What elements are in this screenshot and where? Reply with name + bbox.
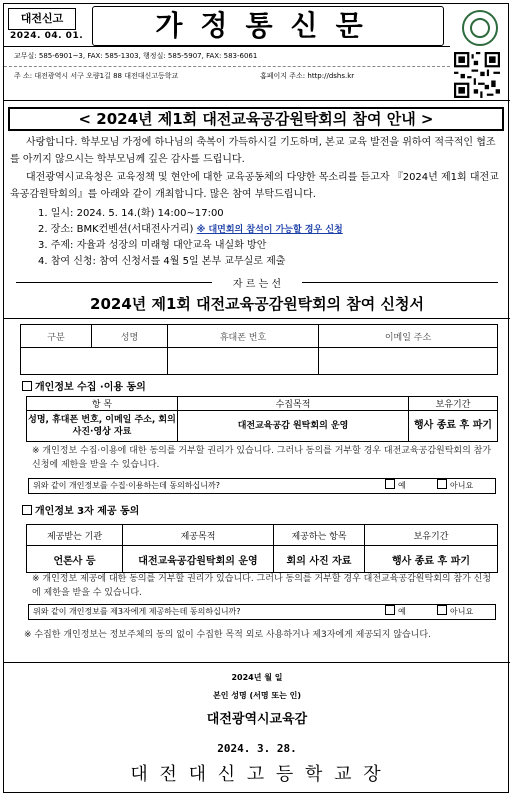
consent-note-1: ※ 개인정보 수집·이용에 대한 동의를 거부할 권리가 있습니다. 그러나 동의를 거부할 경우 대전교육공감원탁회의 참가 신청에 제한을 받을 수 있습니다. (32, 446, 492, 470)
contact-address-line: 주 소: 대전광역시 서구 오량1길 88 대전대신고등학교 (14, 72, 179, 80)
school-seal-icon (462, 10, 498, 46)
notice-item-date: 1. 일시: 2024. 5. 14.(화) 14:00~17:00 (38, 208, 224, 219)
cell-provide-item: 회의 사진 자료 (274, 546, 365, 573)
cell-item: 성명, 휴대폰 번호, 이메일 주소, 회의 사진·영상 자료 (27, 411, 178, 442)
cell-provide-retention: 행사 종료 후 파기 (365, 546, 498, 573)
consent-1-no-checkbox[interactable]: 아니요 (437, 479, 473, 493)
consent-note-2: ※ 개인정보 제공에 대한 동의를 거부할 권리가 있습니다. 그러나 동의를 거부할 경우 대전교육공감원탁회의 참가 신청에 제한을 받을 수 있습니다. (32, 574, 492, 598)
notice-item-application: 4. 참여 신청: 참여 신청서를 4월 5일 본부 교무실로 제출 (38, 256, 286, 267)
footer-school-name: 대 전 대 신 고 등 학 교 장 (130, 764, 384, 785)
homepage-line: 홈페이지 주소: http://dshs.kr (260, 72, 355, 80)
consent-2-yes-checkbox[interactable]: 예 (385, 605, 406, 619)
applicant-info-table (20, 324, 498, 375)
col-provide-item: 제공하는 항목 (274, 525, 365, 546)
notice-item-location: 2. 장소: BMK컨벤션(서대전사거리) ※ 대면회의 참석이 가능할 경우 신청 (38, 224, 343, 235)
applicant-name-cell[interactable] (21, 348, 168, 375)
footer-date: 2024. 3. 28. (217, 742, 297, 755)
document-page (3, 3, 509, 793)
recipient: 대전광역시교육감 (206, 712, 308, 727)
applicant-email-cell[interactable] (319, 348, 498, 375)
header-phone: 휴대폰 번호 (168, 325, 319, 348)
col-provide-purpose: 제공목적 (123, 525, 274, 546)
col-retention: 보유기간 (409, 397, 498, 411)
page-title: 가정통신문 (92, 6, 444, 46)
applicant-phone-cell[interactable] (168, 348, 319, 375)
header-category: 구분 (21, 325, 92, 348)
cut-line: 자 르 는 선 (10, 275, 504, 289)
cell-recipient: 언론사 등 (27, 546, 123, 573)
application-title: 2024년 제1회 대전교육공감원탁회의 참여 신청서 (90, 295, 424, 313)
col-item: 항 목 (27, 397, 178, 411)
cell-provide-purpose: 대전교육공감원탁회의 운영 (123, 546, 274, 573)
consent-question-1: 위와 같이 개인정보를 수집·이용하는데 동의하십니까? 예 아니요 (28, 478, 496, 494)
in-person-note: ※ 대면회의 참석이 가능할 경우 신청 (196, 225, 343, 235)
contact-phone-line: 교무실: 585-6901~3, FAX: 585-1303, 행정실: 585-5907, FAX: 583-6061 (14, 52, 258, 60)
notice-title: < 2024년 제1회 대전교육공감원탁회의 참여 안내 > (8, 107, 504, 131)
col-recipient: 제공받는 기관 (27, 525, 123, 546)
cell-purpose: 대전교육공감 원탁회의 운영 (178, 411, 409, 442)
consent-section-1-title: 개인정보 수집 ·이용 동의 (22, 378, 146, 393)
final-privacy-note: ※ 수집한 개인정보는 정보주체의 동의 없이 수집한 목적 외로 사용하거나 제3자에게 제공되지 않습니다. (24, 630, 431, 640)
school-badge: 대전신고 (8, 8, 76, 30)
notice-item-topic: 3. 주제: 자율과 성장의 미래형 대안교육 내실화 방안 (38, 240, 267, 251)
consent-table-1 (26, 396, 498, 442)
consent-1-yes-checkbox[interactable]: 예 (385, 479, 406, 493)
consent-2-no-checkbox[interactable]: 아니요 (437, 605, 473, 619)
consent-table-2 (26, 524, 498, 573)
consent-question-2: 위와 같이 개인정보를 제3자에게 제공하는데 동의하십니까? 예 아니요 (28, 604, 496, 620)
notice-paragraph-2: 대전광역시교육청은 교육정책 및 현안에 대한 교육공동체의 다양한 목소리를 듣고자 『2024년 제1회 대전교육공감원탁회의』를 아래와 같이 개최합니다. 많은 참여 부탁드립니다. (10, 172, 499, 200)
header-date: 2024. 04. 01. (10, 31, 84, 41)
qr-code-icon (454, 52, 500, 98)
col-purpose: 수집목적 (178, 397, 409, 411)
application-date-line: 2024년 월 일 (231, 673, 283, 682)
consent-section-2-title: 개인정보 3자 제공 동의 (22, 502, 139, 517)
col-provide-retention: 보유기간 (365, 525, 498, 546)
cell-retention: 행사 종료 후 파기 (409, 411, 498, 442)
notice-paragraph-1: 사랑합니다. 학부모님 가정에 하나님의 축복이 가득하시길 기도하며, 본교 교육 발전을 위하여 적극적인 협조를 아끼지 않으시는 학부모님께 깊은 감사를 드립니다. (10, 137, 496, 165)
header-name: 성명 (92, 325, 168, 348)
header-email: 이메일 주소 (319, 325, 498, 348)
signature-line[interactable]: 본인 성명 (서명 또는 인) (212, 691, 301, 700)
